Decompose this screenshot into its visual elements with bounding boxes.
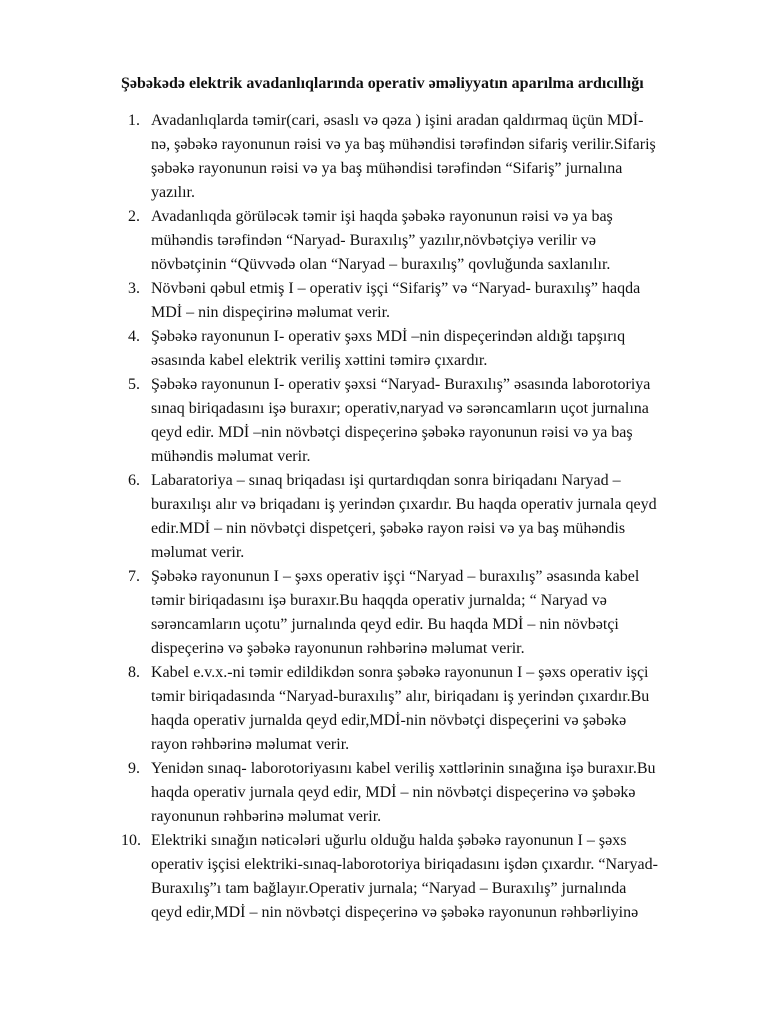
step-number: 8. [128,664,140,681]
list-item [0,325,768,373]
step-text: Şəbəkə rayonunun I- operativ şəxs MDİ –nin dispeçerindən aldığı tapşırıq əsasında kabel elektrik veriliş xəttini təmirə çıxardır. [151,328,626,369]
step-text: Şəbəkə rayonunun I – şəxs operativ işçi “Naryad – buraxılış” əsasında kabel təmir biriqadasını işə buraxır.Bu haqqda operativ jurnalda; “ Naryad və sərəncamların uçotu” jurnalında qeyd edir. Bu haqda MDİ – nin növbətçi dispeçerinə və şəbəkə rayonunun rəhbərinə məlumat verir. [151,568,640,657]
document-title: Şəbəkədə elektrik avadanlıqlarında operativ əməliyyatın aparılma ardıcıllığı [121,75,644,92]
step-number: 4. [128,328,140,345]
step-number: 3. [128,280,140,297]
step-number: 5. [128,376,140,393]
step-number: 10. [121,832,141,849]
list-item [0,829,768,925]
list-item [0,757,768,829]
step-text: Növbəni qəbul etmiş I – operativ işçi “Sifariş” və “Naryad- buraxılış” haqda MDİ – nin dispeçirinə məlumat verir. [151,280,641,321]
step-text: Labaratoriya – sınaq briqadası işi qurtardıqdan sonra biriqadanı Naryad – buraxılışı alır və briqadanı iş yerindən çıxardır. Bu haqda operativ jurnala qeyd edir.MDİ – nin növbətçi dispetçeri, şəbəkə rayon rəisi və ya baş mühəndis məlumat verir. [151,472,657,561]
list-item [0,277,768,325]
step-text: Yenidən sınaq- laborotoriyasını kabel veriliş xəttlərinin sınağına işə buraxır.Bu haqda operativ jurnala qeyd edir, MDİ – nin növbətçi dispeçerinə və şəbəkə rayonunun rəhbərinə məlumat verir. [151,760,656,825]
list-item [0,565,768,661]
list-item [0,469,768,565]
steps-list [0,109,768,925]
step-number: 7. [128,568,140,585]
step-text: Elektriki sınağın nəticələri uğurlu olduğu halda şəbəkə rayonunun I – şəxs operativ işçisi elektriki-sınaq-laborotoriya biriqadasını işdən çıxardır. “Naryad- Buraxılış”ı tam bağlayır.Operativ jurnala; “Naryad – Buraxılış” jurnalında qeyd edir,MDİ – nin növbətçi dispeçerinə və şəbəkə rayonunun rəhbərliyinə [151,832,658,921]
step-number: 2. [128,208,140,225]
list-item [0,109,768,205]
list-item [0,205,768,277]
step-number: 9. [128,760,140,777]
step-number: 6. [128,472,140,489]
step-number: 1. [128,112,140,129]
step-text: Avadanlıqda görüləcək təmir işi haqda şəbəkə rayonunun rəisi və ya baş mühəndis tərəfindən “Naryad- Buraxılış” yazılır,növbətçiyə verilir və növbətçinin “Qüvvədə olan “Naryad – buraxılış” qovluğunda saxlanılır. [151,208,613,273]
list-item [0,661,768,757]
step-text: Kabel e.v.x.-ni təmir edildikdən sonra şəbəkə rayonunun I – şəxs operativ işçi təmir biriqadasında “Naryad-buraxılış” alır, biriqadanı iş yerindən çıxardır.Bu haqda operativ jurnalda qeyd edir,MDİ-nin növbətçi dispeçerini və şəbəkə rayon rəhbərinə məlumat verir. [151,664,650,753]
step-text: Şəbəkə rayonunun I- operativ şəxsi “Naryad- Buraxılış” əsasında laborotoriya sınaq biriqadasını işə buraxır; operativ,naryad və sərəncamların uçot jurnalına qeyd edir. MDİ –nin növbətçi dispeçerinə şəbəkə rayonunun rəisi və ya baş mühəndis məlumat verir. [151,376,651,465]
list-item [0,373,768,469]
step-text: Avadanlıqlarda təmir(cari, əsaslı və qəza ) işini aradan qaldırmaq üçün MDİ- nə, şəbəkə rayonunun rəisi və ya baş mühəndisi tərəfindən sifariş verilir.Sifariş şəbəkə rayonunun rəisi və ya baş mühəndisi tərəfindən “Sifariş” jurnalına yazılır. [151,112,656,201]
